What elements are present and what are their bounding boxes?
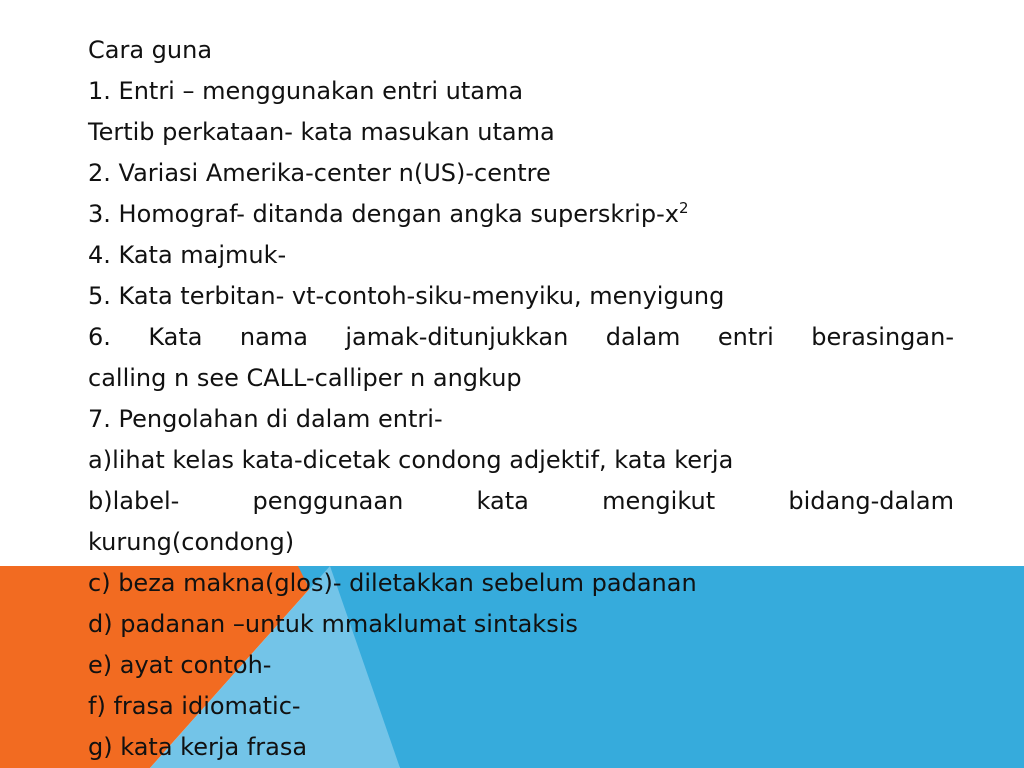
- list-item-6-line-2: calling n see CALL-calliper n angkup: [88, 364, 522, 392]
- list-item-7e: e) ayat contoh-: [88, 651, 272, 679]
- list-item-3: [88, 194, 954, 235]
- list-item-2: 2. Variasi Amerika-center n(US)-centre: [88, 159, 551, 187]
- list-item-3-text: 3. Homograf- ditanda dengan angka superskrip-x: [88, 200, 679, 228]
- superscript-2: 2: [678, 199, 689, 217]
- list-item-7: 7. Pengolahan di dalam entri-: [88, 405, 443, 433]
- list-item-7c: c) beza makna(glos)- diletakkan sebelum padanan: [88, 569, 697, 597]
- list-item-7b-line-2: kurung(condong): [88, 528, 295, 556]
- list-item-7g: g) kata kerja frasa: [88, 733, 308, 761]
- list-item-7b-line-1: b)label- penggunaan kata mengikut bidang-dalam: [88, 487, 954, 515]
- slide-title: Cara guna: [88, 36, 213, 64]
- list-item-5: 5. Kata terbitan- vt-contoh-siku-menyiku, menyigung: [88, 282, 725, 310]
- list-item-1: 1. Entri – menggunakan entri utama: [88, 77, 524, 105]
- list-item-7d: d) padanan –untuk mmaklumat sintaksis: [88, 610, 578, 638]
- list-item-4: 4. Kata majmuk-: [88, 241, 287, 269]
- list-item-6-line-1: 6. Kata nama jamak-ditunjukkan dalam entri berasingan-: [88, 323, 954, 351]
- slide-body: [88, 30, 954, 768]
- list-item-1-sub: Tertib perkataan- kata masukan utama: [88, 118, 555, 146]
- list-item-7a: a)lihat kelas kata-dicetak condong adjektif, kata kerja: [88, 446, 734, 474]
- list-item-7f: f) frasa idiomatic-: [88, 692, 301, 720]
